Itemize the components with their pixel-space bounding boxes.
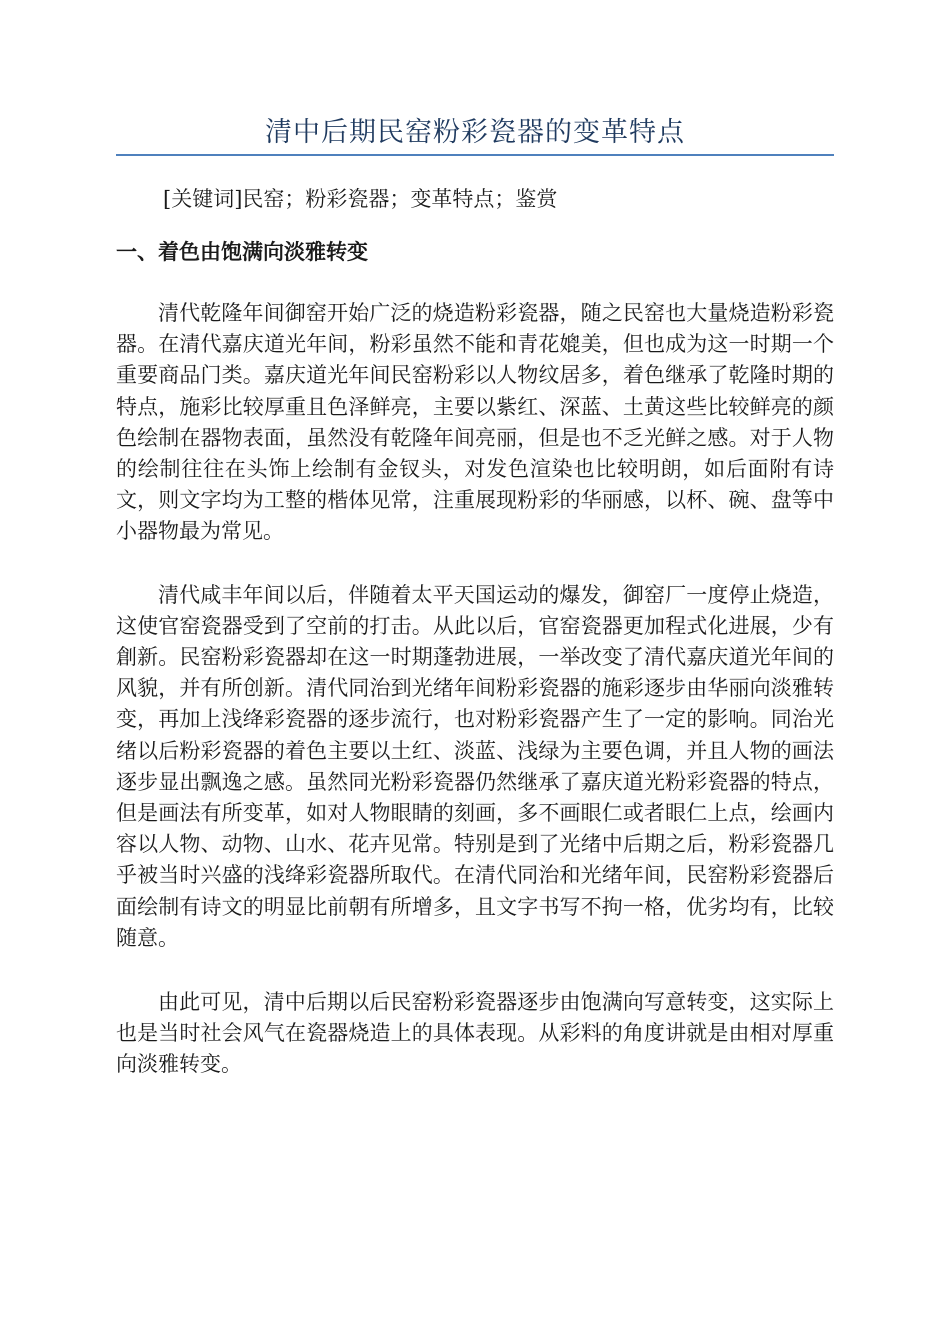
keywords-line: [关键词]民窑；粉彩瓷器；变革特点；鉴赏 [163, 187, 558, 211]
document-title: 清中后期民窑粉彩瓷器的变革特点 [265, 117, 685, 148]
section-heading: 一、着色由饱满向淡雅转变 [116, 239, 368, 264]
paragraph-2: 清代咸丰年间以后，伴随着太平天国运动的爆发，御窑厂一度停止烧造，这使官窑瓷器受到了空前的打击。从此以后，官窑瓷器更加程式化进展，少有創新。民窑粉彩瓷器却在这一时期蓬勃进展，一举改变了清代嘉庆道光年间的风貌，并有所创新。清代同治到光绪年间粉彩瓷器的施彩逐步由华丽向淡雅转变，再加上浅绛彩瓷器的逐步流行，也对粉彩瓷器产生了一定的影响。同治光绪以后粉彩瓷器的着色主要以土红、淡蓝、浅绿为主要色调，并且人物的画法逐步显出飘逸之感。虽然同光粉彩瓷器仍然继承了嘉庆道光粉彩瓷器的特点，但是画法有所变革，如对人物眼睛的刻画，多不画眼仁或者眼仁上点，绘画内容以人物、动物、山水、花卉见常。特别是到了光绪中后期之后，粉彩瓷器几乎被当时兴盛的浅绛彩瓷器所取代。在清代同治和光绪年间，民窑粉彩瓷器后面绘制有诗文的明显比前朝有所增多，且文字书写不拘一格，优劣均有，比较随意。 [116, 582, 834, 950]
paragraph-1: 清代乾隆年间御窑开始广泛的烧造粉彩瓷器，随之民窑也大量烧造粉彩瓷器。在清代嘉庆道光年间，粉彩虽然不能和青花媲美，但也成为这一时期一个重要商品门类。嘉庆道光年间民窑粉彩以人物纹居多，着色继承了乾隆时期的特点，施彩比较厚重且色泽鲜亮，主要以紫红、深蓝、土黄这些比较鲜亮的颜色绘制在器物表面，虽然没有乾隆年间亮丽，但是也不乏光鲜之感。对于人物的绘制往往在头饰上绘制有金钗头，对发色渲染也比较明朗，如后面附有诗文，则文字均为工整的楷体见常，注重展现粉彩的华丽感，以杯、碗、盘等中小器物最为常见。 [116, 301, 834, 544]
document-page [116, 0, 834, 1081]
title-underline [116, 154, 834, 156]
paragraph-3: 由此可见，清中后期以后民窑粉彩瓷器逐步由饱满向写意转变，这实际上也是当时社会风气在瓷器烧造上的具体表现。从彩料的角度讲就是由相对厚重向淡雅转变。 [116, 990, 834, 1077]
